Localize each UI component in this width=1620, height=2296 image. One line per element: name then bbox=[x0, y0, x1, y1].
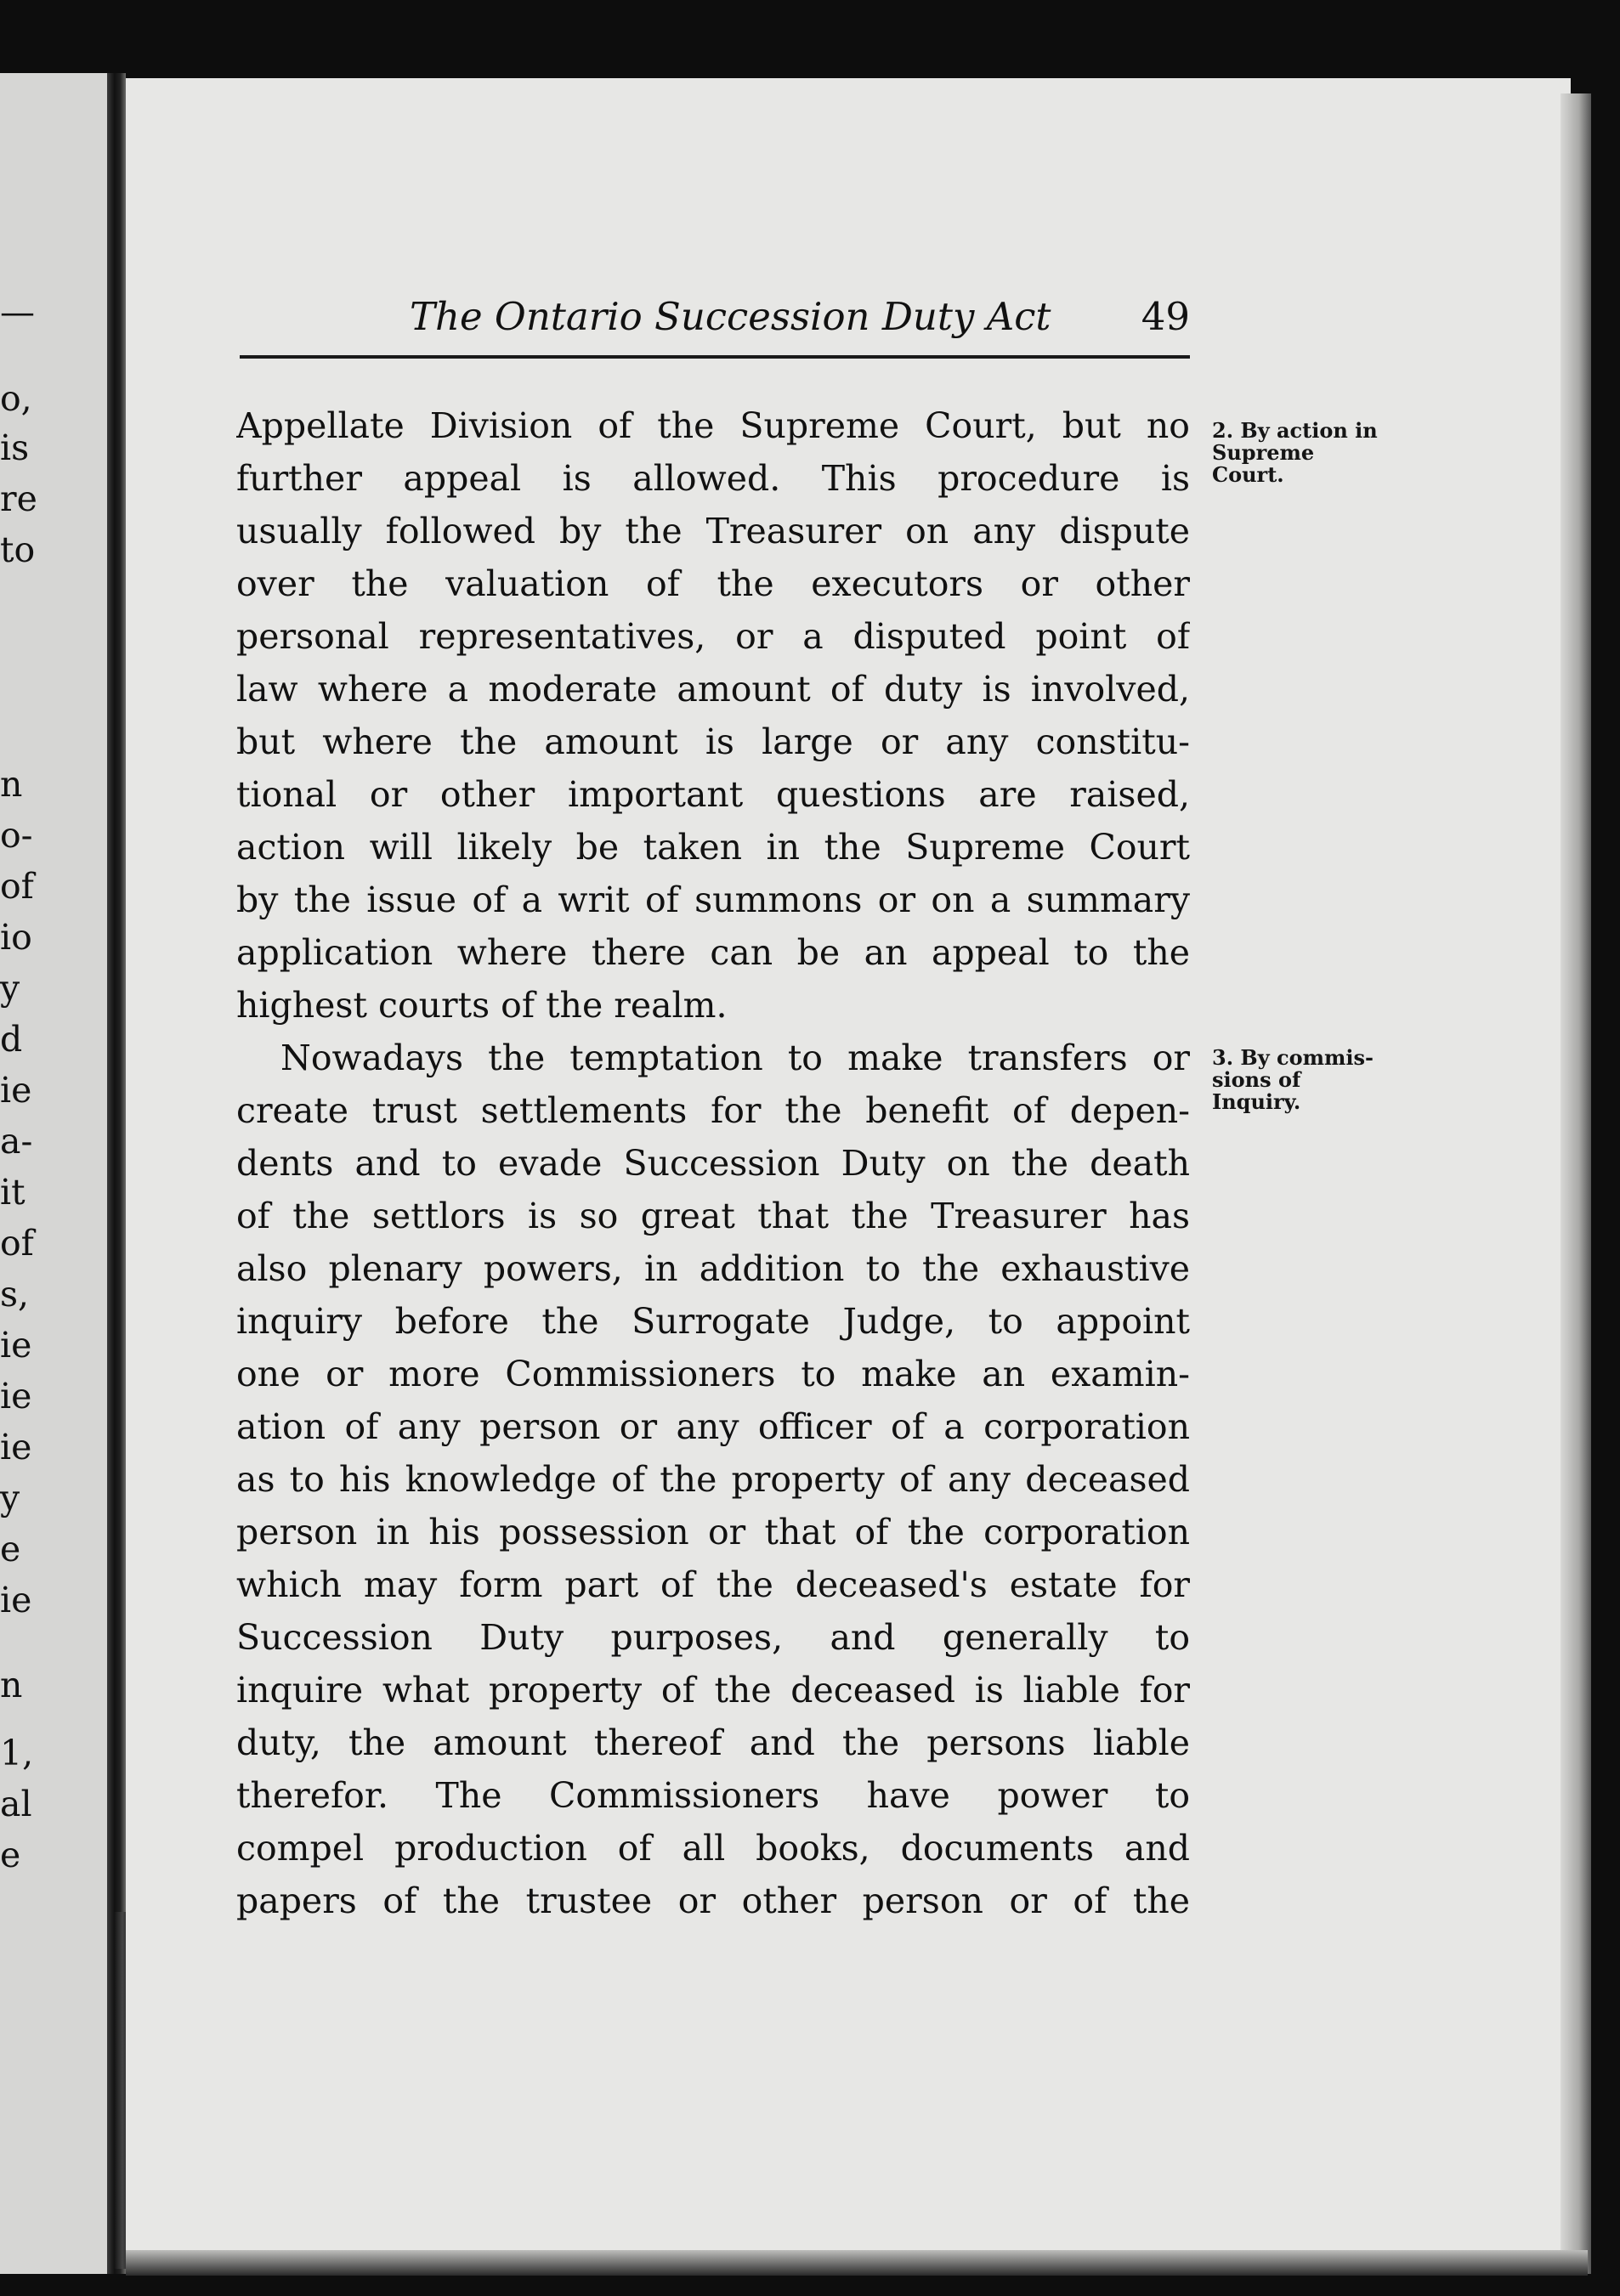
text-line: inquire what property of the deceased is liable for bbox=[236, 1670, 1190, 1711]
text-line: Appellate Division of the Supreme Court, but no bbox=[236, 405, 1190, 446]
left-fragment: ie bbox=[0, 1376, 32, 1417]
text-line: of the settlors is so great that the Treasurer has bbox=[236, 1196, 1190, 1236]
text-line: ation of any person or any officer of a corporation bbox=[236, 1406, 1190, 1447]
left-fragment: ie bbox=[0, 1580, 32, 1620]
left-fragment: io bbox=[0, 917, 32, 958]
left-fragment: y bbox=[0, 968, 20, 1009]
left-fragment: it bbox=[0, 1172, 25, 1213]
left-fragment: of bbox=[0, 1223, 34, 1264]
text-line: inquiry before the Surrogate Judge, to appoint bbox=[236, 1301, 1190, 1342]
left-fragment: — bbox=[0, 291, 35, 332]
left-fragment: e bbox=[0, 1529, 21, 1569]
text-line: highest courts of the realm. bbox=[236, 985, 728, 1026]
left-fragment: to bbox=[0, 529, 36, 570]
text-line: law where a moderate amount of duty is involved, bbox=[236, 669, 1190, 710]
text-line: over the valuation of the executors or other bbox=[236, 563, 1190, 604]
text-line: Succession Duty purposes, and generally to bbox=[236, 1617, 1190, 1658]
text-line: by the issue of a writ of summons or on a summary bbox=[236, 879, 1190, 920]
text-line: Nowadays the temptation to make transfers or bbox=[280, 1038, 1190, 1078]
text-line: as to his knowledge of the property of any deceased bbox=[236, 1459, 1190, 1500]
running-head bbox=[240, 294, 1190, 353]
left-fragment: ie bbox=[0, 1070, 32, 1111]
text-line: further appeal is allowed. This procedure is bbox=[236, 458, 1190, 499]
text-line: duty, the amount thereof and the persons liable bbox=[236, 1722, 1190, 1763]
text-line: dents and to evade Succession Duty on the death bbox=[236, 1143, 1190, 1184]
margin-note-line: Supreme bbox=[1212, 440, 1315, 465]
left-fragment: a- bbox=[0, 1121, 33, 1162]
text-line: create trust settlements for the benefit of depen- bbox=[236, 1090, 1190, 1131]
left-fragment: y bbox=[0, 1478, 20, 1518]
margin-note-commissions bbox=[1212, 1047, 1433, 1113]
left-fragment: ie bbox=[0, 1325, 32, 1366]
text-line: which may form part of the deceased's estate for bbox=[236, 1564, 1190, 1605]
left-fragment: al bbox=[0, 1784, 32, 1824]
left-fragment: s, bbox=[0, 1274, 30, 1315]
left-fragment: o, bbox=[0, 378, 32, 419]
left-fragment: n bbox=[0, 764, 23, 805]
page-number: 49 bbox=[1141, 294, 1190, 339]
left-fragment: d bbox=[0, 1019, 23, 1060]
bottom-page-shadow bbox=[126, 2250, 1588, 2276]
left-fragment: e bbox=[0, 1835, 21, 1875]
text-line: but where the amount is large or any constitu- bbox=[236, 721, 1190, 762]
text-line: one or more Commissioners to make an examin- bbox=[236, 1354, 1190, 1394]
left-fragment: n bbox=[0, 1665, 23, 1705]
margin-note-line: 2. By action in bbox=[1212, 418, 1378, 443]
right-page-edge bbox=[1561, 93, 1591, 2274]
left-fragment: 1, bbox=[0, 1733, 34, 1773]
text-line: action will likely be taken in the Supreme Court bbox=[236, 827, 1190, 868]
header-rule bbox=[240, 355, 1190, 359]
body-text bbox=[236, 399, 1190, 1927]
text-line: application where there can be an appeal to the bbox=[236, 932, 1190, 973]
margin-note-line: 3. By commis- bbox=[1212, 1045, 1374, 1070]
text-line: papers of the trustee or other person or of the bbox=[236, 1880, 1190, 1921]
text-line: personal representatives, or a disputed point of bbox=[236, 616, 1190, 657]
left-fragment: is bbox=[0, 427, 30, 468]
text-line: also plenary powers, in addition to the exhaustive bbox=[236, 1248, 1190, 1289]
left-fragment: o- bbox=[0, 815, 33, 856]
margin-note-line: Court. bbox=[1212, 462, 1284, 487]
text-line: usually followed by the Treasurer on any dispute bbox=[236, 511, 1190, 551]
text-line: tional or other important questions are raised, bbox=[236, 774, 1190, 815]
left-fragment: ie bbox=[0, 1427, 32, 1468]
text-line: compel production of all books, documents and bbox=[236, 1828, 1190, 1869]
margin-note-line: Inquiry. bbox=[1212, 1089, 1301, 1114]
text-line: person in his possession or that of the corporation bbox=[236, 1512, 1190, 1552]
margin-note-line: sions of bbox=[1212, 1067, 1301, 1092]
left-fragment: of bbox=[0, 866, 34, 907]
margin-note-supreme-court bbox=[1212, 420, 1433, 486]
running-title: The Ontario Succession Duty Act bbox=[410, 294, 1051, 339]
left-fragment: re bbox=[0, 478, 37, 519]
text-line: therefor. The Commissioners have power to bbox=[236, 1775, 1190, 1816]
